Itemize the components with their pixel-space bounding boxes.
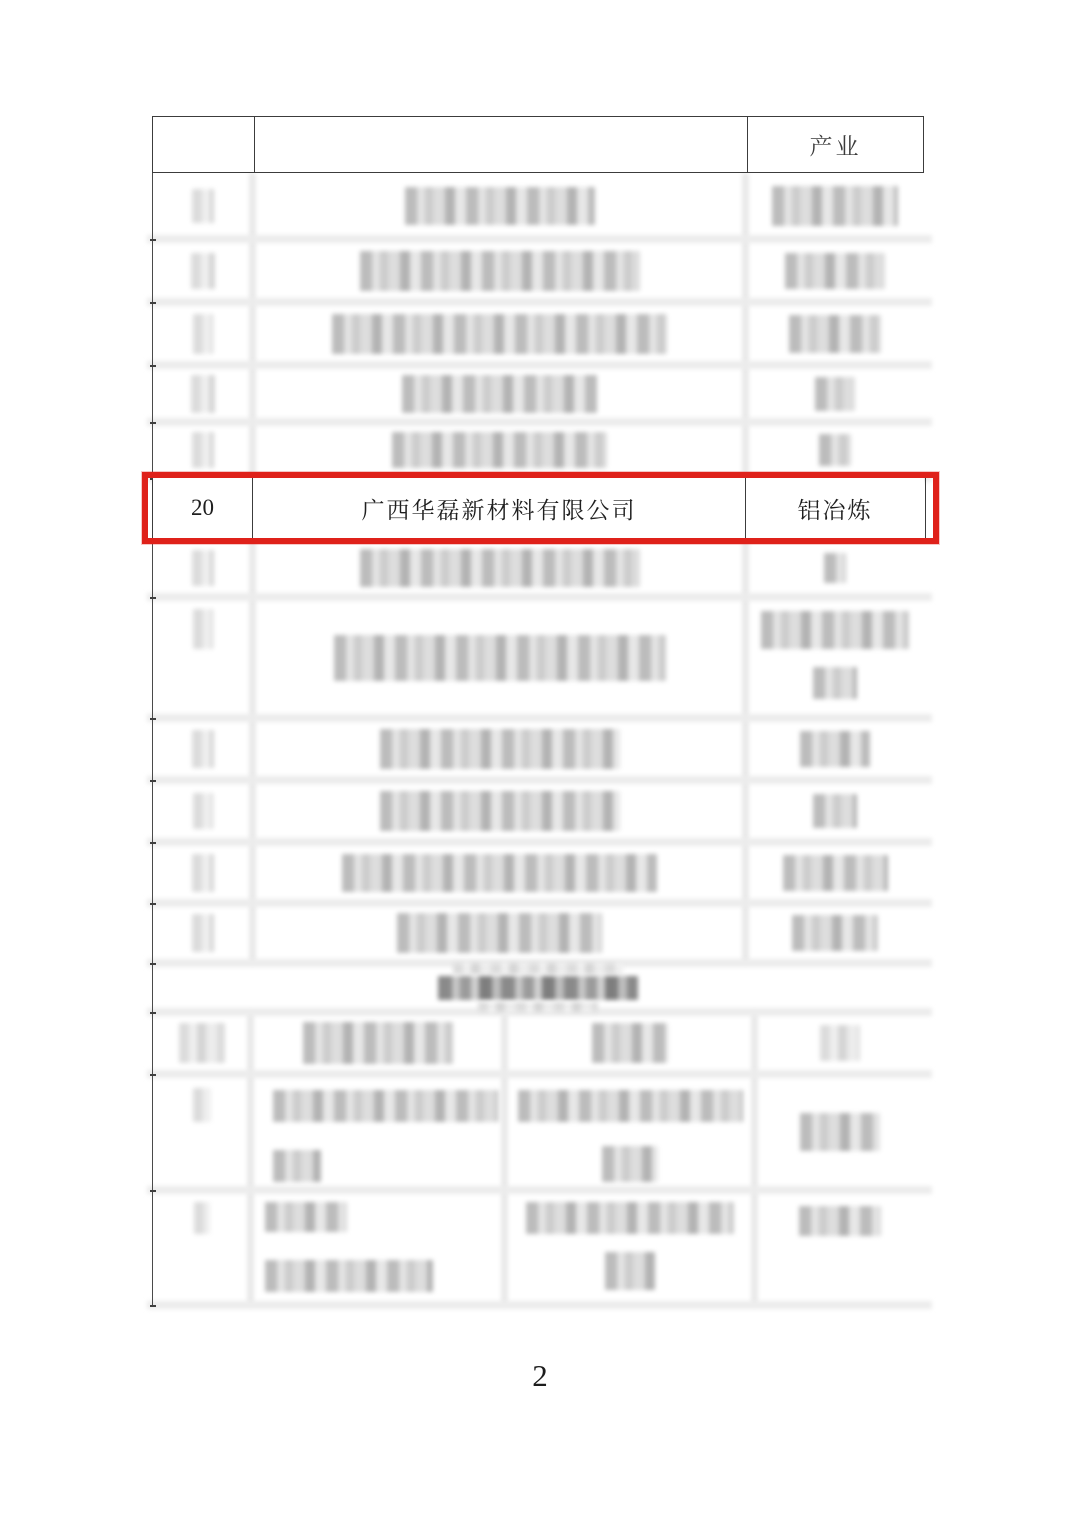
redacted-text-block [360,251,640,291]
redacted-rows-above [152,173,924,478]
redacted-cell [253,173,746,239]
redacted-row [152,718,924,780]
redacted-row [152,963,924,1012]
redacted-text-block [800,731,870,767]
redacted-cell [755,1074,924,1190]
redacted-cell [755,1012,924,1074]
header-cell-industry [747,117,923,172]
redacted-text-block [334,635,666,681]
left-border-tick [150,422,156,424]
redacted-cell [152,1074,251,1190]
redacted-cell [152,718,253,780]
redacted-text-block [194,1202,210,1234]
industry-header-text: 产业 [809,134,862,159]
redacted-cell [253,780,746,842]
redacted-text-block [380,729,620,769]
redacted-text-block [273,1090,498,1122]
table-header-row [152,116,924,173]
left-border-tick [150,597,156,599]
redacted-cell [253,365,746,422]
row-separator-blurred [147,418,932,426]
row-separator-blurred [147,714,932,722]
redacted-text-block [789,315,881,353]
company-list-table [152,116,924,1305]
redacted-text-block [799,1206,881,1236]
redacted-text-block [192,550,214,586]
redacted-cell [505,1074,755,1190]
redacted-text-block [380,791,620,831]
redacted-text-block [518,1090,743,1122]
redacted-text-block [397,913,602,953]
redacted-text-block [478,1002,598,1012]
left-border-tick [150,842,156,844]
redacted-text-block [360,549,640,587]
redacted-row [152,1012,924,1074]
row-separator-blurred [147,1301,932,1309]
redacted-row [152,780,924,842]
left-border-tick [150,1012,156,1014]
redacted-cell [152,780,253,842]
redacted-text-block [193,609,213,649]
row-separator-blurred [147,838,932,846]
redacted-cell [152,597,253,718]
redacted-cell [746,239,924,302]
row-separator-blurred [147,899,932,907]
redacted-cell [746,302,924,365]
left-border-tick [150,780,156,782]
highlight-company-name: 广西华磊新材料有限公司 [253,478,746,538]
redacted-cell [746,422,924,478]
row-separator-blurred [147,235,932,243]
redacted-text-block [402,375,597,413]
redacted-cell [253,718,746,780]
highlight-industry: 铝冶炼 [797,497,873,523]
redacted-cell [746,365,924,422]
redacted-text-block [453,963,623,974]
second-table-redacted [152,1012,924,1305]
row-separator-blurred [147,1186,932,1194]
redacted-text-block [813,667,857,699]
redacted-cell [746,538,924,597]
redacted-text-block [819,434,851,466]
redacted-text-block [193,314,213,354]
left-border-tick [150,718,156,720]
redacted-cell [253,842,746,903]
left-border-tick [150,302,156,304]
redacted-cell [253,302,746,365]
redacted-row [152,239,924,302]
redacted-row [152,1190,924,1305]
redacted-row [152,302,924,365]
redacted-cell [253,422,746,478]
redacted-cell [152,365,253,422]
redacted-cell [152,1190,251,1305]
redacted-cell [746,780,924,842]
redacted-text-block [265,1202,347,1232]
redacted-cell [505,1190,755,1305]
redacted-cell [253,538,746,597]
header-cell-index [153,117,254,172]
highlighted-row [152,478,924,538]
redacted-cell [251,1190,505,1305]
redacted-text-block [800,1113,880,1151]
redacted-text-block [273,1150,321,1182]
redacted-text-block [332,314,667,354]
redacted-row [152,365,924,422]
redacted-cell [152,842,253,903]
redacted-row [152,422,924,478]
redacted-text-block [303,1022,453,1064]
redacted-text-block [792,915,878,951]
row-separator-blurred [147,593,932,601]
redacted-text-block [592,1023,668,1063]
row-separator-blurred [147,361,932,369]
redacted-cell [755,1190,924,1305]
redacted-cell [251,1074,505,1190]
redacted-text-block [192,432,214,468]
redacted-text-block [605,1252,655,1290]
redacted-text-block [193,1088,211,1122]
redacted-rows-below [152,538,924,963]
redacted-cell [152,538,253,597]
redacted-cell [253,597,746,718]
redacted-cell [505,1012,755,1074]
redacted-cell [746,842,924,903]
redacted-text-block [179,1023,225,1063]
redacted-text-block [761,611,909,649]
redacted-cell [251,1012,505,1074]
redacted-text-block [602,1146,658,1182]
redacted-row [152,1074,924,1190]
redacted-text-block [438,976,638,1000]
redacted-cell [152,239,253,302]
left-border-tick [150,1074,156,1076]
left-border-tick [150,1305,156,1307]
redacted-text-block [342,854,657,892]
row-separator-blurred [147,776,932,784]
redacted-cell [746,903,924,963]
header-cell-company [254,117,747,172]
redacted-row [152,903,924,963]
highlight-row-number: 20 [152,478,253,538]
redacted-row [152,538,924,597]
redacted-cell [746,597,924,718]
redacted-text-block [192,854,214,892]
redacted-text-block [824,553,846,583]
redacted-text-block [192,189,214,223]
redacted-cell [746,718,924,780]
redacted-text-block [392,432,607,468]
redacted-cell [152,903,253,963]
section-title-row-redacted [152,963,924,1012]
left-border-tick [150,365,156,367]
redacted-cell [152,302,253,365]
row-separator-blurred [147,1070,932,1078]
redacted-text-block [783,855,888,891]
row-separator-blurred [147,298,932,306]
redacted-cell [152,963,924,1012]
redacted-row [152,173,924,239]
redacted-text-block [815,377,855,411]
redacted-cell [152,1012,251,1074]
redacted-text-block [820,1025,860,1061]
redacted-cell [152,422,253,478]
redacted-text-block [526,1202,734,1234]
left-border-tick [150,1190,156,1192]
redacted-text-block [192,730,214,768]
redacted-text-block [265,1260,433,1292]
redacted-text-block [813,794,857,828]
redacted-row [152,842,924,903]
redacted-text-block [192,914,214,952]
redacted-text-block [785,253,885,289]
left-border-tick [150,239,156,241]
redacted-cell [253,903,746,963]
redacted-text-block [191,253,215,289]
table-left-border [152,173,153,1305]
redacted-text-block [191,375,215,413]
redacted-text-block [405,187,595,225]
page-number: 2 [532,1358,548,1393]
redacted-cell [152,173,253,239]
redacted-text-block [772,186,898,226]
redacted-cell [746,173,924,239]
left-border-tick [150,963,156,965]
redacted-cell [253,239,746,302]
redacted-text-block [193,793,213,829]
left-border-tick [150,903,156,905]
table-right-border [925,478,926,538]
redacted-row [152,597,924,718]
